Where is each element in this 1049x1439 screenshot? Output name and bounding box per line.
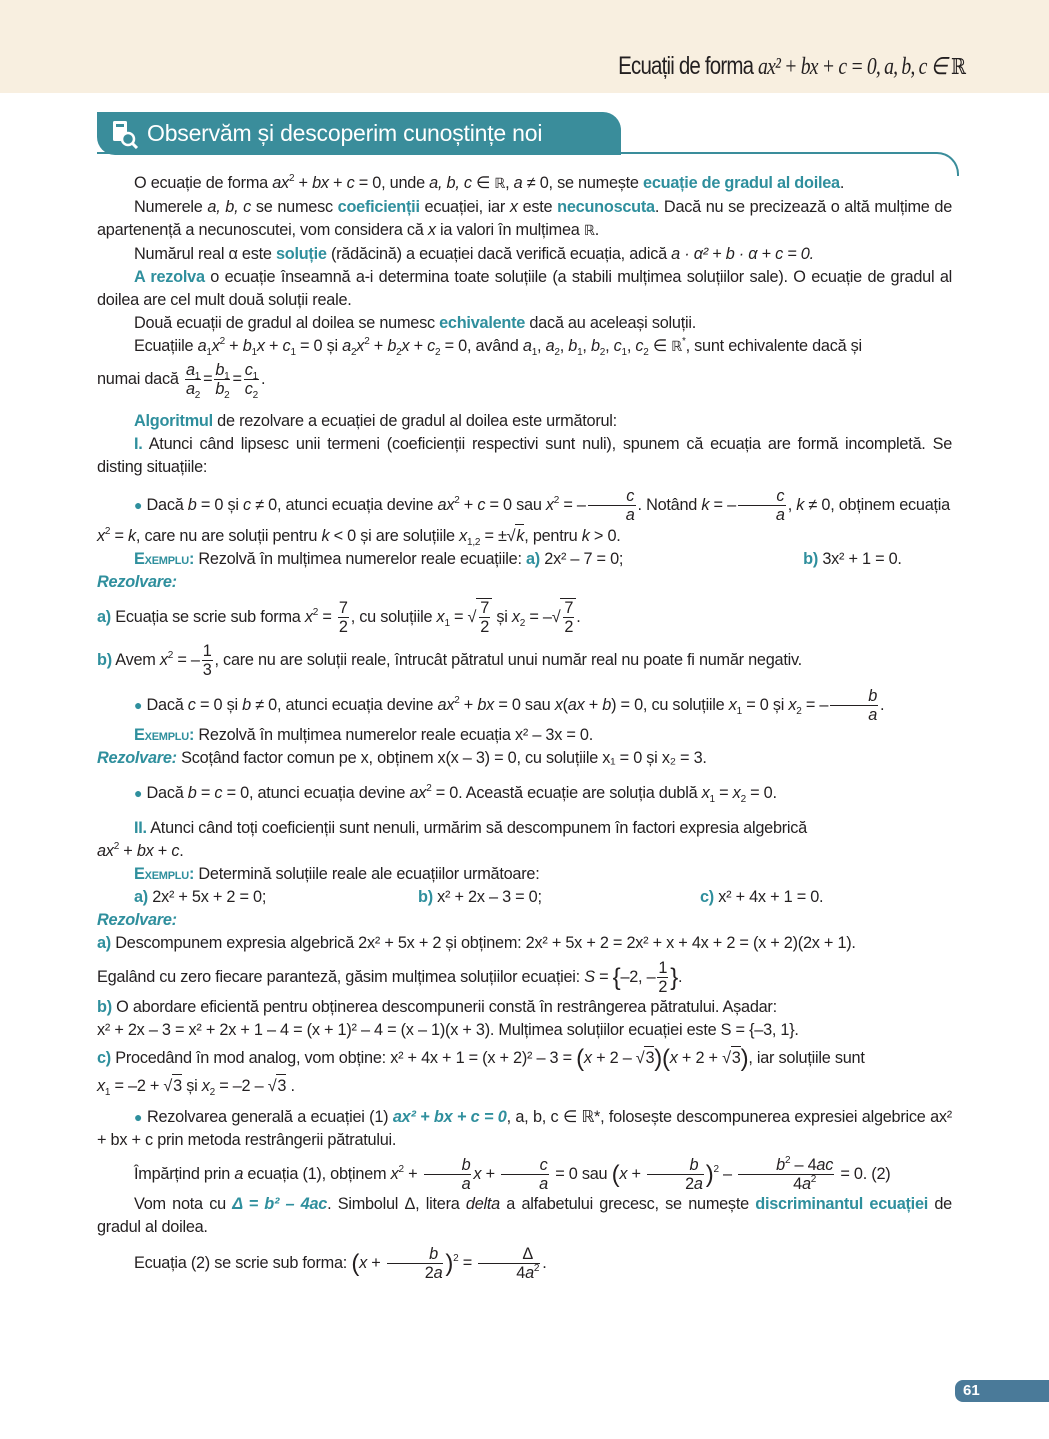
bullet-icon: ● <box>134 1109 143 1126</box>
coefficients-paragraph: Numerele a, b, c se numesc coeficienții ecuației, iar x este necunoscuta. Dacă nu se precizează o altă mulțime de apartenență a necunoscutei, vom considera că x ia valori în mulțimea ℝ. <box>97 198 953 239</box>
real-set-symbol: ℝ <box>950 55 965 80</box>
term-discriminant: discriminantul ecuației <box>755 1195 929 1214</box>
bullet-b-zero-continued: $x^2 = k$, care nu are soluții pentru k < 0 și are soluțiile $x_{1,2} = \pm√k$, pentru k > 0. <box>97 526 621 548</box>
case-incomplete: I. Atunci când lipsesc unii termeni (coeficienții respectivi sunt nuli), spunem că ecuația are formă incompletă. Se disting situațiile: <box>97 435 952 476</box>
general-solution: ● Rezolvarea generală a ecuației (1) ax² + bx + c = 0, a, b, c ∈ ℝ*, folosește descompunerea expresiei algebrice ax² + bx + c prin metoda restrângerii pătratului. <box>97 1108 952 1150</box>
equation-2-form: Ecuația (2) se scrie sub forma: (x + $\frac{b}{2a}$ )$^2$ = $\frac{\Delta}{4a^2}$ . <box>134 1245 547 1283</box>
general-equation: ax² + bx + c = 0 <box>392 1108 507 1127</box>
equivalence-condition-paragraph: Ecuațiile $a_1x^2 + b_1x + c_1 = 0$ și $a_2x^2 + b_2x + c_2 = 0$, având $a_1$, $a_2$, $b_1$, $b_2$, $c_1$, $c_2$ ∈ ℝ*, sunt echivalente dacă și <box>134 336 862 358</box>
chapter-title-math: ax² + bx + c = 0, a, b, c ∈ <box>757 54 951 80</box>
term-unknown: necunoscuta <box>557 198 655 216</box>
example-3: Exemplu: Determină soluțiile reale ale ecuațiilor următoare: <box>134 865 540 883</box>
bullet-icon: ● <box>134 785 143 801</box>
bullet-icon: ● <box>134 696 143 713</box>
example-3-item: c) x² + 4x + 1 = 0. <box>700 888 824 906</box>
term-solve: A rezolva <box>134 268 205 286</box>
bullet-b-zero: ● Dacă b = 0 și c ≠ 0, atunci ecuația devine $ax^2 + c = 0$ sau $x^2$ = – $\frac{c}{a}$ . Notând k = – $\frac{c}{a}$ , k ≠ 0, obținem ecuația <box>134 487 950 524</box>
bullet-bc-zero: ● Dacă b = c = 0, atunci ecuația devine $ax^2 = 0$. Această ecuație are soluția dublă $x_1 = x_2 = 0$. <box>134 783 777 805</box>
delta-formula: Δ = b² – 4ac <box>232 1195 328 1214</box>
section-banner <box>97 112 621 155</box>
page-content <box>97 172 952 1282</box>
example-3-item: b) x² + 2x – 3 = 0; <box>418 888 542 906</box>
example-3-item: a) 2x² + 5x + 2 = 0; <box>134 888 267 906</box>
term-coefficients: coeficienții <box>337 198 420 216</box>
case-complete-expression: $ax^2$ + bx + c. <box>97 841 184 860</box>
solution-1a: a) Ecuația se scrie sub forma $x^2$ = $\frac{7}{2}$ , cu soluțiile $x_1$ = √ $\frac{7}{2}$ și $x_2$ = –√ $\frac{7}{2}$ . <box>97 599 581 636</box>
case-complete: II. Atunci când toți coeficienții sunt nenuli, urmărim să descompunem în factori expresia algebrică <box>134 819 807 837</box>
example-2: Exemplu: Rezolvă în mulțimea numerelor reale ecuația x² – 3x = 0. <box>134 726 593 744</box>
solution-1b: b) Avem $x^2$ = – $\frac{1}{3}$ , care nu are soluții reale, întrucât pătratul unui număr real nu poate fi număr negativ. <box>97 642 802 679</box>
solution-3c: c) Procedând în mod analog, vom obține: x² + 4x + 1 = (x + 2)² – 3 = (x + 2 – √3)(x + 2 + √3), iar soluțiile sunt <box>97 1045 865 1073</box>
page-number-badge: 61 <box>955 1380 1049 1402</box>
solve-definition-paragraph: A rezolva o ecuație înseamnă a-i determina toate soluțiile (a stabili mulțimea soluțiilor sale). O ecuație de gradul al doilea are cel mult două soluții reale. <box>97 268 952 309</box>
solution-3b: b) O abordare eficientă pentru obținerea descompunerii constă în restrângerea pătratului. Așadar: <box>97 998 777 1016</box>
algorithm-intro: Algoritmul de rezolvare a ecuației de gradul al doilea este următorul: <box>134 412 617 430</box>
bullet-c-zero: ● Dacă c = 0 și b ≠ 0, atunci ecuația devine $ax^2$ + bx = 0 sau x(ax + b) = 0, cu soluțiile $x_1 = 0$ și $x_2$ = – $\frac{b}{a}$ . <box>134 687 885 724</box>
header-band <box>0 0 1049 93</box>
solution-2: Rezolvare: Scoțând factor comun pe x, obținem x(x – 3) = 0, cu soluțiile x₁ = 0 și x₂ = 3. <box>97 749 707 767</box>
solution-label: Rezolvare: <box>97 911 177 929</box>
section-title: Observăm și descoperim cunoștințe noi <box>147 120 543 146</box>
example-1: Exemplu: Rezolvă în mulțimea numerelor reale ecuațiile: a) 2x² – 7 = 0; b) 3x² + 1 = 0. <box>134 550 902 568</box>
solution-definition-paragraph: Numărul real α este soluție (rădăcină) a ecuației dacă verifică ecuația, adică a · α² + b · α + c = 0. <box>134 245 814 263</box>
chapter-title-text: Ecuații de forma <box>617 52 758 80</box>
example-3-items <box>97 886 952 909</box>
solution-label: Rezolvare: <box>97 573 177 591</box>
term-solution: soluție <box>275 245 327 263</box>
section-divider <box>97 152 937 154</box>
delta-definition: Vom nota cu Δ = b² – 4ac. Simbolul Δ, litera delta a alfabetului grecesc, se numește discriminantul ecuației de gradul al doilea. <box>97 1195 952 1237</box>
solution-3a-set: Egalând cu zero fiecare paranteză, găsim mulțimea soluțiilor ecuației: S = {–2, – $\frac{1}{2}$ }. <box>97 959 683 996</box>
divide-step: Împărțind prin a ecuația (1), obținem $x^2$ + $\frac{b}{a}$ x + $\frac{c}{a}$ = 0 sau (x + $\frac{b}{2a}$ )$^2$ – $\frac{b^2 - 4ac}{4a^2}$ = 0. (2) <box>134 1155 891 1194</box>
solution-3c-roots: $x_1 = -2 + √3$ și $x_2 = -2 - √3$ . <box>97 1074 952 1098</box>
term-algorithm: Algoritmul <box>134 412 213 430</box>
book-search-icon <box>111 119 139 149</box>
term-equivalent: echivalente <box>439 314 526 332</box>
equivalent-paragraph: Două ecuații de gradul al doilea se numesc echivalente dacă au aceleași soluții. <box>134 314 696 332</box>
bullet-icon: ● <box>134 496 143 513</box>
term-quadratic-equation: ecuație de gradul al doilea <box>643 174 840 192</box>
chapter-title <box>618 52 965 81</box>
solution-3a: a) Descompunem expresia algebrică 2x² + 5x + 2 și obținem: 2x² + 5x + 2 = 2x² + x + 4x + 2 = (x + 2)(2x + 1). <box>97 934 856 952</box>
definition-paragraph: O ecuație de forma $ax^2$ + bx + c = 0, unde a, b, c ∈ ℝ, a ≠ 0, se numește ecuație de gradul al doilea. <box>134 173 845 192</box>
ratio-condition: numai dacă $\frac{a_1}{a_2}$ = $\frac{b_1}{b_2}$ = $\frac{c_1}{c_2}$ . <box>97 361 266 401</box>
solution-3b-continued: x² + 2x – 3 = x² + 2x + 1 – 4 = (x + 1)² – 4 = (x – 1)(x + 3). Mulțimea soluțiilor ecuației este S = {–3, 1}. <box>97 1021 799 1039</box>
